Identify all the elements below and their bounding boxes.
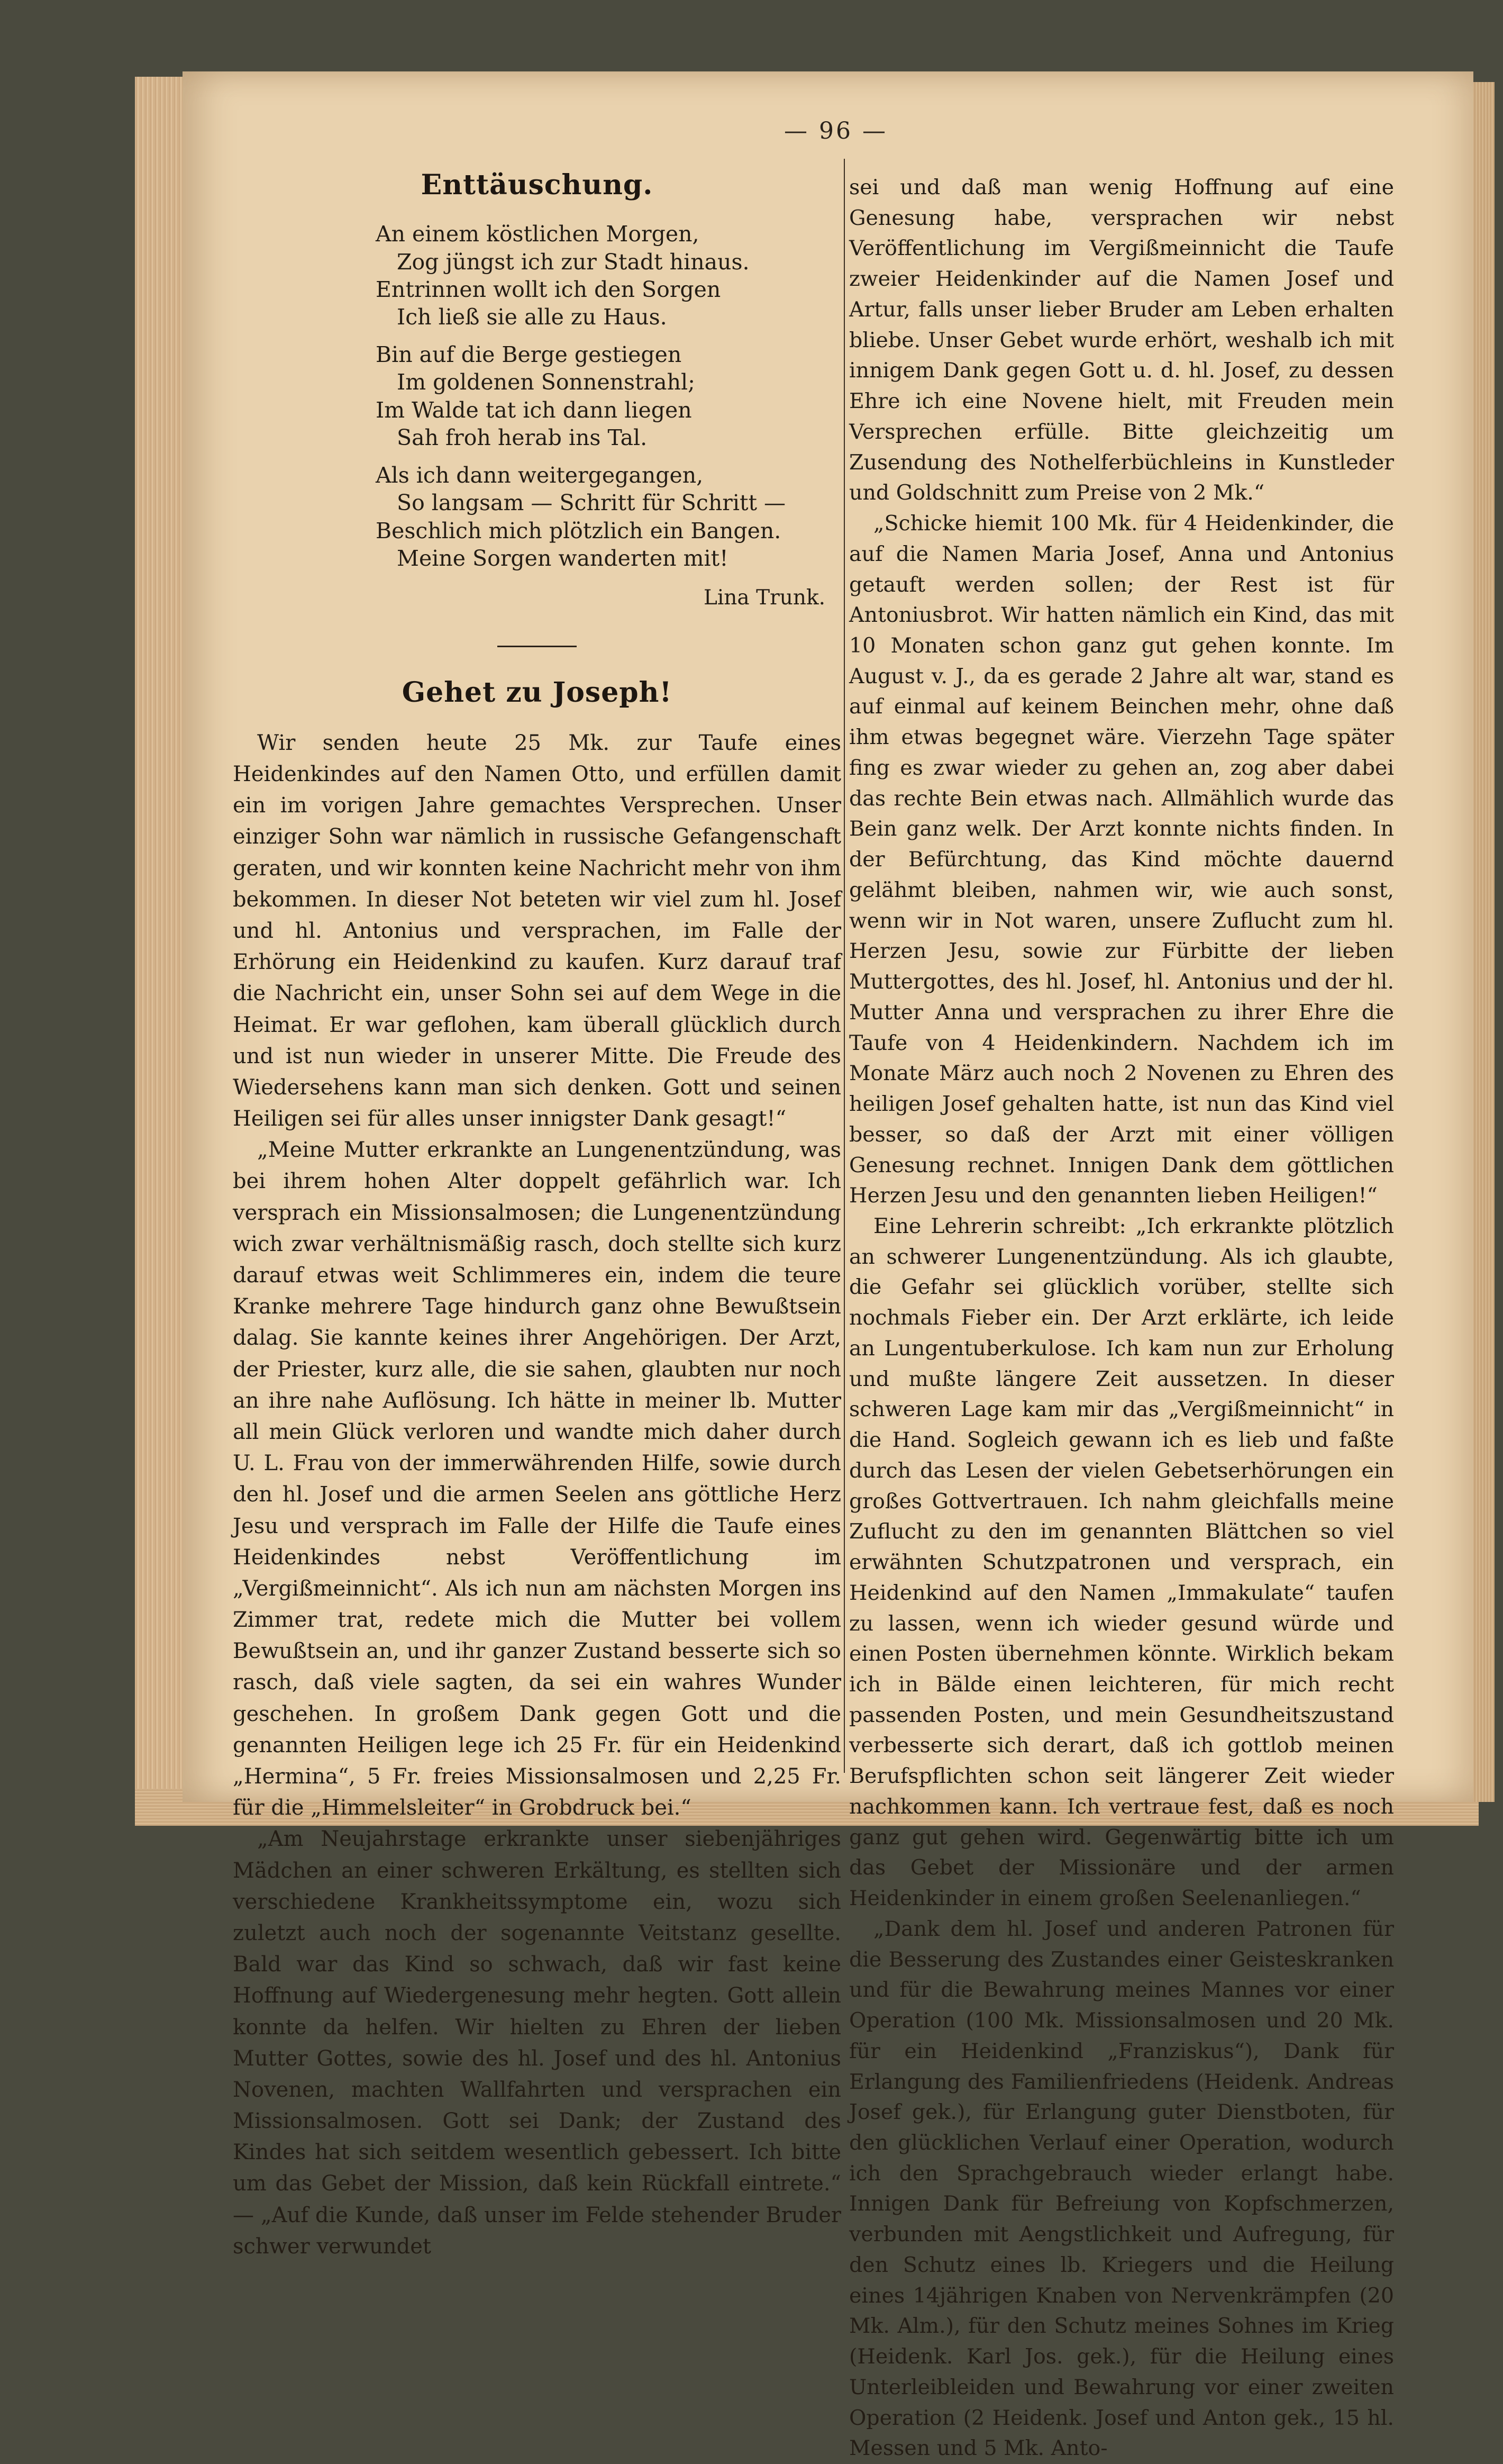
article-paragraph: „Dank dem hl. Josef und anderen Patronen für die Besserung des Zustandes einer Geisteskranken und für die Bewahrung meines Mannes vor einer Operation (100 Mk. Missionsalmosen und 20 Mk. für ein Heidenkind „Franziskus“), Dank für Erlangung des Familienfriedens (Heidenk. Andreas Josef gek.), für Erlangung guter Dienstboten, für den glücklichen Verlauf einer Operation, wodurch ich den Sprachgebrauch wieder erlangt habe. Innigen Dank für Befreiung von Kopfschmerzen, verbunden mit Aengstlichkeit und Aufregung, für den Schutz eines lb. Kriegers und die Heilung eines 14jährigen Knaben von Nervenkrämpfen (20 Mk. Alm.), für den Schutz meines Sohnes im Krieg (Heidenk. Karl Jos. gek.), für die Heilung eines Unterleibleiden und Bewahrung vor einer zweiten Operation (2 Heidenk. Josef und Anton gek., 15 hl. Messen und 5 Mk. Anto- [849,1916,1394,2461]
poem-line: An einem köstlichen Morgen, [376,221,699,247]
poem-line: Als ich dann weitergegangen, [376,462,704,488]
book-page-edges-right [1473,82,1495,1802]
article-title: Gehet zu Joseph! [402,676,672,709]
column-divider [844,159,845,1773]
poem-line: Ich ließ sie alle zu Haus. [397,304,667,330]
poem-line: Im Walde tat ich dann liegen [376,397,692,423]
right-column [849,173,1394,2464]
poem-line: Sah froh herab ins Tal. [397,425,648,451]
poem-line: Bin auf die Berge gestiegen [376,341,682,367]
page-number: — 96 — [784,117,888,144]
poem-line: Meine Sorgen wanderten mit! [397,546,728,572]
poem-title: Enttäuschung. [421,169,653,201]
poem-stanza [376,341,841,452]
article-paragraph: „Meine Mutter erkrankte an Lungenentzündung, was bei ihrem hohen Alter doppelt gefährlich war. Ich versprach ein Missionsalmosen; die Lungenentzündung wich zwar verhältnismäßig rasch, doch stellte sich kurz darauf etwas weit Schlimmeres ein, indem die teure Kranke mehrere Tage hindurch ganz ohne Bewußtsein dalag. Sie kannte keines ihrer Angehörigen. Der Arzt, der Priester, kurz alle, die sie sahen, glaubten nur noch an ihre nahe Auflösung. Ich hätte in meiner lb. Mutter all mein Glück verloren und wandte mich daher durch U. L. Frau von der immerwährenden Hilfe, sowie durch den hl. Josef und die armen Seelen ans göttliche Herz Jesu und versprach im Falle der Hilfe die Taufe eines Heidenkindes nebst Veröffentlichung im „Vergißmeinnicht“. Als ich nun am nächsten Morgen ins Zimmer trat, redete mich die Mutter bei vollem Bewußtsein an, und ihr ganzer Zustand besserte sich so rasch, daß viele sagten, da sei ein wahres Wunder geschehen. In großem Dank gegen Gott und die genannten Heiligen lege ich 25 Fr. für ein Heidenkind „Hermina“, 5 Fr. freies Missionsalmosen und 2,25 Fr. für die „Himmelsleiter“ in Grobdruck bei.“ [233,1138,841,1820]
article-paragraph: Wir senden heute 25 Mk. zur Taufe eines Heidenkindes auf den Namen Otto, und erfüllen damit ein im vorigen Jahre gemachtes Versprechen. Unser einziger Sohn war nämlich in russische Gefangenschaft geraten, und wir konnten keine Nachricht mehr von ihm bekommen. In dieser Not beteten wir viel zum hl. Josef und hl. Antonius und versprachen, im Falle der Erhörung ein Heidenkind zu kaufen. Kurz darauf traf die Nachricht ein, unser Sohn sei auf dem Wege in die Heimat. Er war geflohen, kam überall glücklich durch und ist nun wieder in unserer Mitte. Die Freude des Wiedersehens kann man sich denken. Gott und seinen Heiligen sei für alles unser innigster Dank gesagt!“ [233,730,841,1131]
poem-stanza [376,461,841,573]
poem-line: So langsam — Schritt für Schritt — [397,490,786,516]
article-paragraph: „Schicke hiemit 100 Mk. für 4 Heidenkinder, die auf die Namen Maria Josef, Anna und Antonius getauft werden sollen; der Rest ist für Antoniusbrot. Wir hatten nämlich ein Kind, das mit 10 Monaten schon ganz gut gehen konnte. Im August v. J., da es gerade 2 Jahre alt war, stand es auf einmal auf keinem Beinchen mehr, ohne daß ihm etwas begegnet wäre. Vierzehn Tage später fing es zwar wieder zu gehen an, zog aber dabei das rechte Bein etwas nach. Allmählich wurde das Bein ganz welk. Der Arzt konnte nichts finden. In der Befürchtung, das Kind möchte dauernd gelähmt bleiben, nahmen wir, wie auch sonst, wenn wir in Not waren, unsere Zuflucht zum hl. Herzen Jesu, sowie zur Fürbitte der lieben Muttergottes, des hl. Josef, hl. Antonius und der hl. Mutter Anna und versprachen zu ihrer Ehre die Taufe von 4 Heidenkindern. Nachdem ich im Monate März auch noch 2 Novenen zu Ehren des heiligen Josef gehalten hatte, ist nun das Kind viel besser, so daß der Arzt mit einer völligen Genesung rechnet. Innigen Dank dem göttlichen Herzen Jesu und den genannten lieben Heiligen!“ [849,511,1394,1208]
poem-line: Entrinnen wollt ich den Sorgen [376,277,721,303]
left-column [233,164,841,2262]
poem-author: Lina Trunk. [703,585,825,610]
article-paragraph: Eine Lehrerin schreibt: „Ich erkrankte plötzlich an schwerer Lungenentzündung. Als ich glaubte, die Gefahr sei glücklich vorüber, stellte sich nochmals Fieber ein. Der Arzt erklärte, ich leide an Lungentuberkulose. Ich kam nun zur Erholung und mußte längere Zeit aussetzen. In dieser schweren Lage kam mir das „Vergißmeinnicht“ in die Hand. Sogleich gewann ich es lieb und faßte durch das Lesen der vielen Gebetserhörungen ein großes Gottvertrauen. Ich nahm gleichfalls meine Zuflucht zu den im genannten Blättchen so viel erwähnten Schutzpatronen und versprach, ein Heidenkind auf den Namen „Immakulate“ taufen zu lassen, wenn ich wieder gesund würde und einen Posten übernehmen könnte. Wirklich bekam ich in Bälde einen leichteren, für mich recht passenden Posten, und mein Gesundheitszustand verbesserte sich derart, daß ich gottlob meinen Berufspflichten schon seit längerer Zeit wieder nachkommen kann. Ich vertraue fest, daß es noch ganz gut gehen wird. Gegenwärtig bitte ich um das Gebet der Missionäre und der armen Heidenkinder in einem großen Seelenanliegen.“ [849,1213,1394,1911]
section-rule [497,646,577,647]
poem-line: Zog jüngst ich zur Stadt hinaus. [397,249,750,275]
article-paragraph: sei und daß man wenig Hoffnung auf eine Genesung habe, versprachen wir nebst Veröffentlichung im Vergißmeinnicht die Taufe zweier Heidenkinder auf die Namen Josef und Artur, falls unser lieber Bruder am Leben erhalten bliebe. Unser Gebet wurde erhört, weshalb ich mit innigem Dank gegen Gott u. d. hl. Josef, zu dessen Ehre ich eine Novene hielt, mit Freuden mein Versprechen erfülle. Bitte gleichzeitig um Zusendung des Nothelferbüchleins in Kunstleder und Goldschnitt zum Preise von 2 Mk.“ [849,175,1394,505]
poem-line: Im goldenen Sonnenstrahl; [397,369,695,395]
poem-stanza [376,220,841,331]
article-paragraph: „Am Neujahrstage erkrankte unser siebenjähriges Mädchen an einer schweren Erkältung, es stellten sich verschiedene Krankheitssymptome ein, wozu sich zuletzt auch noch der sogenannte Veitstanz gesellte. Bald war das Kind so schwach, daß wir fast keine Hoffnung auf Wiedergenesung mehr hegten. Gott allein konnte da helfen. Wir hielten zu Ehren der lieben Mutter Gottes, sowie des hl. Josef und des hl. Antonius Novenen, machten Wallfahrten und versprachen ein Missionsalmosen. Gott sei Dank; der Zustand des Kindes hat sich seitdem wesentlich gebessert. Ich bitte um das Gebet der Mission, daß kein Rückfall eintrete.“ — „Auf die Kunde, daß unser im Felde stehender Bruder schwer verwundet [233,1827,841,2259]
poem-line: Beschlich mich plötzlich ein Bangen. [376,518,781,543]
poem [376,220,841,614]
